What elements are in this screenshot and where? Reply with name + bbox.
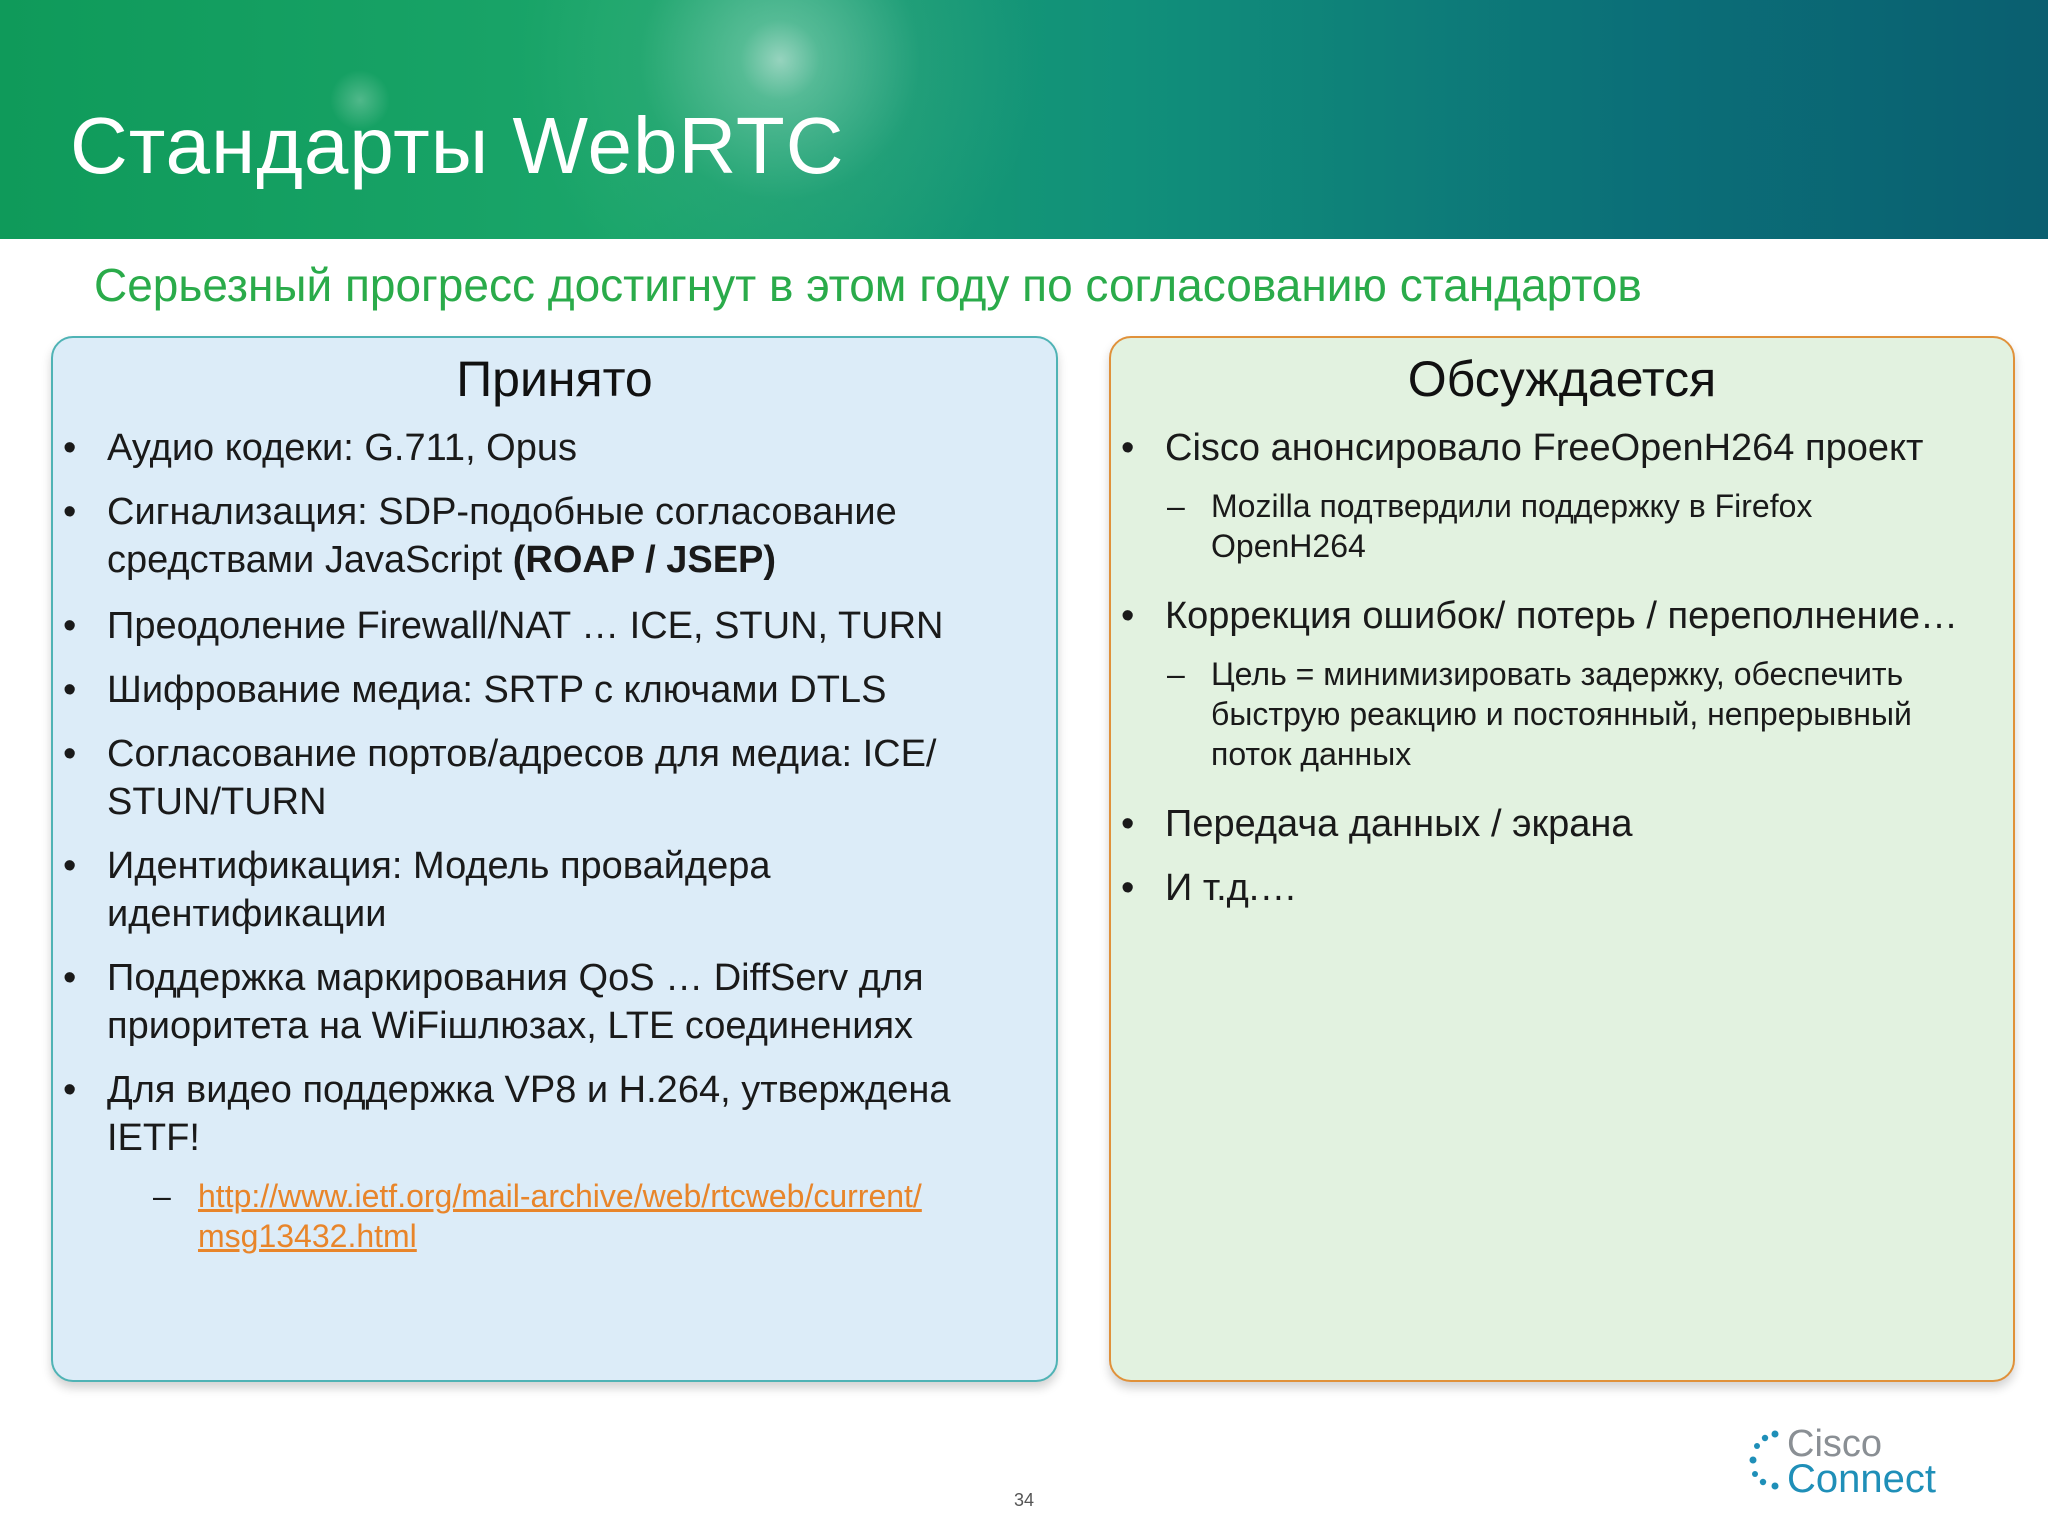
page-number: 34 [1013,1490,1035,1510]
list-item-text: И т.д.… [1165,867,1298,909]
bullet-icon: • [63,1069,77,1111]
bullet-icon: • [63,427,77,469]
list-item [53,1066,1056,1256]
list-item [1111,800,2013,848]
list-item-text: Идентификация: Модель провайдера идентификации [107,845,771,935]
bullet-icon: • [63,605,77,647]
sub-list-item [1111,654,2013,774]
bullet-icon: • [63,845,77,887]
list-item [53,424,1056,472]
list-item [53,842,1056,938]
discussed-list [1111,424,2013,928]
logo-text-cisco: Cisco [1787,1423,1883,1465]
list-item [1111,864,2013,912]
dash-icon: – [153,1178,171,1214]
list-item-text: Согласование портов/адресов для медиа: ICE/ STUN/TURN [107,733,937,823]
sub-list-item-text: Mozilla подтвердили поддержку в Firefox OpenH264 [1211,488,1813,564]
list-item-text: Cisco анонсировало FreeOpenH264 проект [1165,427,1924,469]
list-item [53,730,1056,826]
list-item [53,602,1056,650]
list-item-text: Аудио кодеки: G.711, Opus [107,427,578,469]
list-item-text: Коррекция ошибок/ потерь / переполнение… [1165,595,1958,637]
list-item [1111,592,2013,774]
bullet-icon: • [63,957,77,999]
list-item [53,954,1056,1050]
bullet-icon: • [1121,867,1135,909]
list-item-text: Сигнализация: SDP-подобные согласование средствами JavaScript [107,491,897,581]
bullet-icon: • [63,491,77,533]
list-item-bold-text: (ROAP / JSEP) [512,539,777,581]
logo-text-connect: Connect [1787,1457,1936,1501]
dash-icon: – [1167,656,1185,692]
list-item-text: Шифрование медиа: SRTP с ключами DTLS [107,669,887,711]
bullet-icon: • [1121,427,1135,469]
accepted-panel-title: Принято [456,351,653,407]
list-item-text: Для видео поддержка VP8 и H.264, утверждена IETF! [107,1069,951,1159]
header-banner [0,0,2048,239]
bullet-icon: • [63,733,77,775]
bullet-icon: • [1121,595,1135,637]
bullet-icon: • [1121,803,1135,845]
sub-list-item [53,1176,1036,1256]
slide-subtitle: Серьезный прогресс достигнут в этом году по согласованию стандартов [94,259,1642,311]
discussed-panel-title: Обсуждается [1407,351,1717,407]
list-item-text: Поддержка маркирования QoS … DiffServ для приоритета на WiFiшлюзах, LTE соединениях [107,957,924,1047]
discussed-panel [1109,336,2015,1382]
accepted-list [53,424,1056,1272]
bullet-icon: • [63,669,77,711]
cisco-connect-logo [1745,1420,1995,1500]
cisco-logo-icon [1745,1420,1785,1500]
dash-icon: – [1167,488,1185,524]
list-item-text: Передача данных / экрана [1165,803,1633,845]
list-item-text: Преодоление Firewall/NAT … ICE, STUN, TURN [107,605,944,647]
list-item [1111,424,2013,566]
sub-list-item-text: Цель = минимизировать задержку, обеспечить быструю реакцию и постоянный, непрерывный поток данных [1211,656,1912,772]
accepted-panel [51,336,1058,1382]
slide-title: Стандарты WebRTC [70,101,845,190]
list-item [53,666,1056,714]
ietf-link[interactable]: http://www.ietf.org/mail-archive/web/rtcweb/current/ msg13432.html [198,1178,922,1254]
list-item [53,488,1056,584]
sub-list-item [1111,486,2013,566]
